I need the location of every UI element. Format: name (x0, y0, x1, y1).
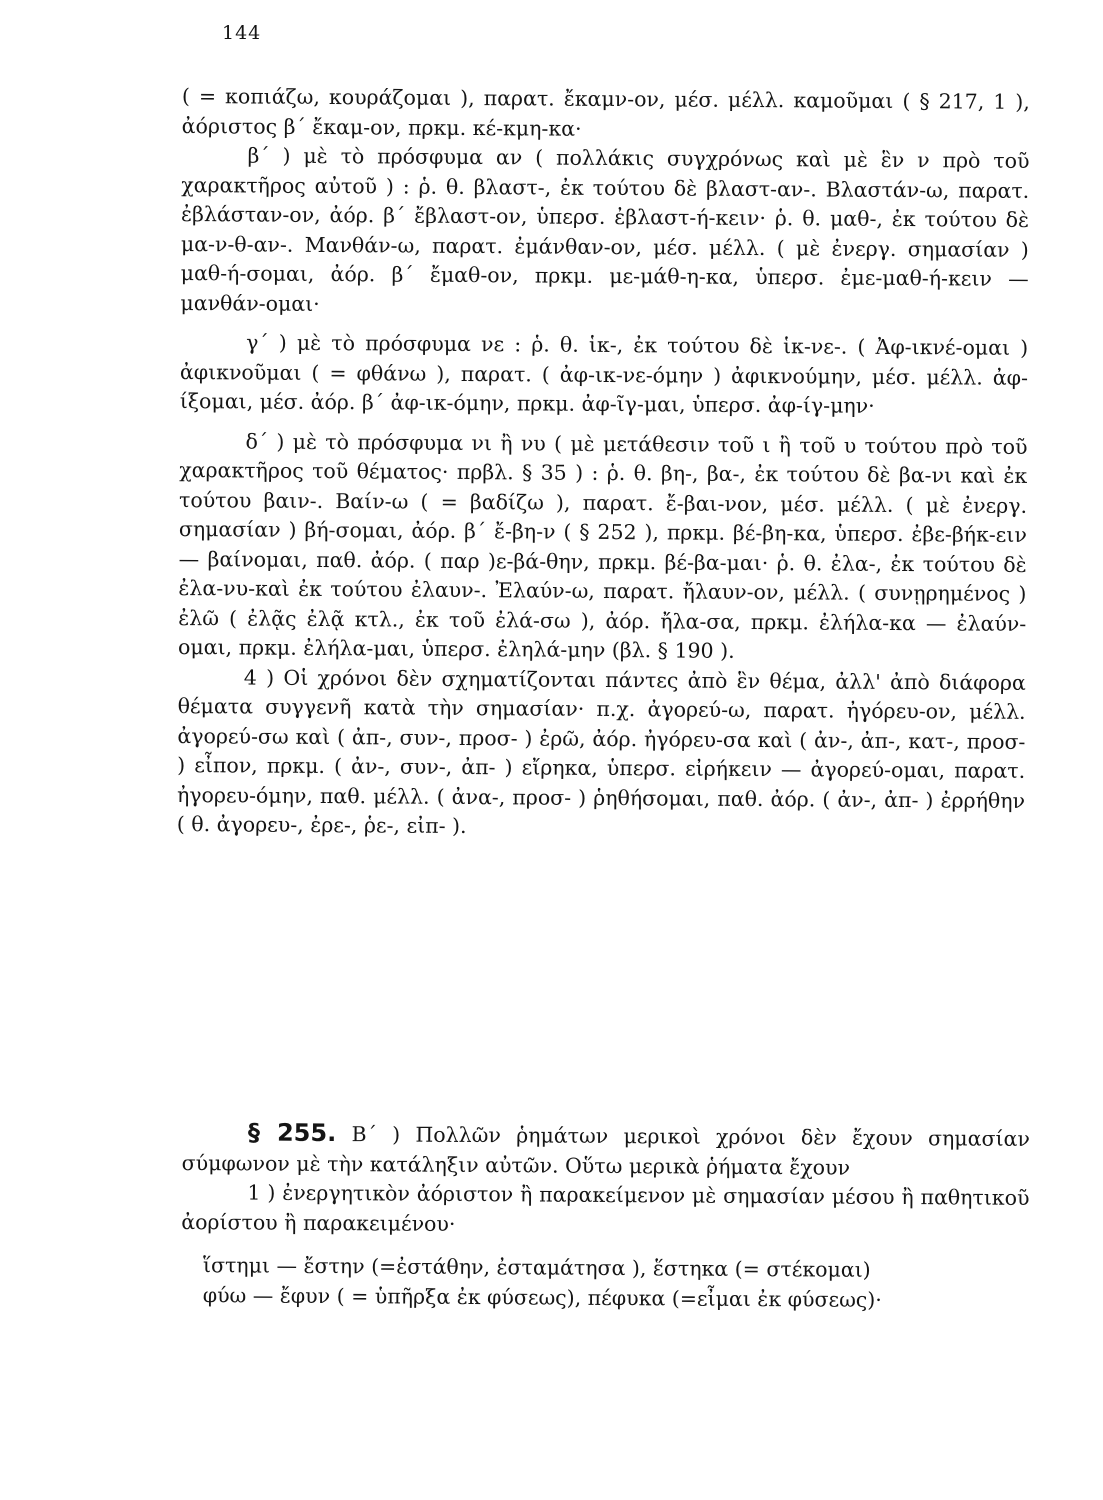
example-line: φύω — ἔφυν ( = ὑπῆρξα ἐκ φύσεως), πέφυκα (=εἶμαι ἐκ φύσεως)· (202, 1282, 882, 1312)
paragraph-delta: δ΄ ) μὲ τὸ πρόσφυμα νι ἢ νυ ( μὲ μετάθεσιν τοῦ ι ἢ τοῦ υ τούτου πρὸ τοῦ χαρακτῆρος τοῦ θέματος· πρβλ. § 35 ) : ῥ. θ. βη-, βα-, ἐκ τούτου δὲ βα-νι καὶ ἐκ τούτου βαιν-. Βαίν-ω ( = βαδίζω ), παρατ. ἔ-βαι-νον, μέσ. μέλλ. ( μὲ ἐνεργ. σημασίαν ) βή-σομαι, ἀόρ. β΄ ἔ-βη-ν ( § 252 ), πρκμ. βέ-βη-κα, ὑπερσ. ἐβε-βήκ-ειν — βαίνομαι, παθ. ἀόρ. ( παρ )ε-βά-θην, πρκμ. βέ-βα-μαι· ῥ. θ. ἐλα-, ἐκ τούτου δὲ ἐλα-νυ-καὶ ἐκ τούτου ἐλαυν-. Ἐλαύν-ω, παρατ. ἤλαυν-ον, μέλλ. ( συνῃρημένος ) ἐλῶ ( ἐλᾷς ἐλᾷ κτλ., ἐκ τοῦ ἐλά-σω ), ἀόρ. ἤλα-σα, πρκμ. ἐλήλα-κα — ἐλαύν-ομαι, πρκμ. ἐλήλα-μαι, ὑπερσ. ἐληλά-μην (βλ. § 190 ). (177, 428, 1028, 663)
paragraph-beta: β΄ ) μὲ τὸ πρόσφυμα αν ( πολλάκις συγχρόνως καὶ μὲ ἓν ν πρὸ τοῦ χαρακτῆρος αὐτοῦ ) : ῥ. θ. βλαστ-, ἐκ τούτου δὲ βλαστ-αν-. Βλαστάν-ω, παρατ. ἐβλάσταν-ον, ἀόρ. β΄ ἔβλαστ-ον, ὑπερσ. ἐβλαστ-ή-κειν· ῥ. θ. μαθ-, ἐκ τούτου δὲ μα-ν-θ-αν-. Μανθάν-ω, παρατ. ἐμάνθαν-ον, μέσ. μέλλ. ( μὲ ἐνεργ. σημασίαν ) μαθ-ή-σομαι, ἀόρ. β΄ ἔμαθ-ον, πρκμ. με-μάθ-η-κα, ὑπερσ. ἐμε-μαθ-ή-κειν — μανθάν-ομαι· (180, 143, 1030, 316)
paragraph-gamma: γ΄ ) μὲ τὸ πρόσφυμα νε : ῥ. θ. ἱκ-, ἐκ τούτου δὲ ἱκ-νε-. ( Ἀφ-ικνέ-ομαι ) ἀφικνοῦμαι ( = φθάνω ), παρατ. ( ἀφ-ικ-νε-όμην ) ἀφικνούμην, μέσ. μέλλ. ἀφ-ίξομαι, μέσ. ἀόρ. β΄ ἀφ-ικ-όμην, πρκμ. ἀφ-ῖγ-μαι, ὑπερσ. ἀφ-ίγ-μην· (179, 330, 1029, 418)
paragraph-four: 4 ) Οἱ χρόνοι δὲν σχηματίζονται πάντες ἀπὸ ἓν θέμα, ἀλλ' ἀπὸ διάφορα θέματα συγγενῆ κατὰ τὴν σημασίαν· π.χ. ἀγορεύ-ω, παρατ. ἠγόρευ-ον, μέλλ. ἀγορεύ-σω καὶ ( ἀπ-, συν-, προσ- ) ἐρῶ, ἀόρ. ἠγόρευ-σα καὶ ( ἀν-, ἀπ-, κατ-, προσ- ) εἶπον, πρκμ. ( ἀν-, συν-, ἀπ- ) εἴρηκα, ὑπερσ. εἰρήκειν — ἀγορεύ-ομαι, παρατ. ἠγορευ-όμην, παθ. μέλλ. ( ἀνα-, προσ- ) ῥηθήσομαι, παθ. ἀόρ. ( ἀν-, ἀπ- ) ἐρρήθην ( θ. ἀγορευ-, ἐρε-, ῥε-, εἰπ- ). (176, 664, 1026, 839)
example-line: ἵστημι — ἔστην (=ἐστάθην, ἐσταμάτησα ), ἕστηκα (= στέκομαι) (202, 1253, 871, 1282)
section-mark: § 255. (247, 1118, 337, 1148)
section-intro: Β΄ ) Πολλῶν ῥημάτων μερικοὶ χρόνοι δὲν ἔχουν σημασίαν σύμφωνον μὲ τὴν κατάληξιν αὐτῶν. Οὕτω μερικὰ ῥήματα ἔχουν (181, 1122, 1030, 1180)
paragraph-continuation: ( = κοπιάζω, κουράζομαι ), παρατ. ἔκαμν-ον, μέσ. μέλλ. καμοῦμαι ( § 217, 1 ), ἀόριστος β΄ ἔκαμ-ον, πρκμ. κέ-κμη-κα· (181, 83, 1030, 141)
section-intro-paragraph (182, 1118, 1030, 1184)
main-text (177, 82, 1030, 845)
page-number: 144 (222, 22, 262, 44)
section-item-1: 1 ) ἐνεργητικὸν ἀόριστον ἢ παρακείμενον μὲ σημασίαν μέσου ἢ παθητικοῦ ἀορίστου ἢ παρακειμένου· (181, 1180, 1030, 1236)
section-255 (181, 1118, 1030, 1316)
